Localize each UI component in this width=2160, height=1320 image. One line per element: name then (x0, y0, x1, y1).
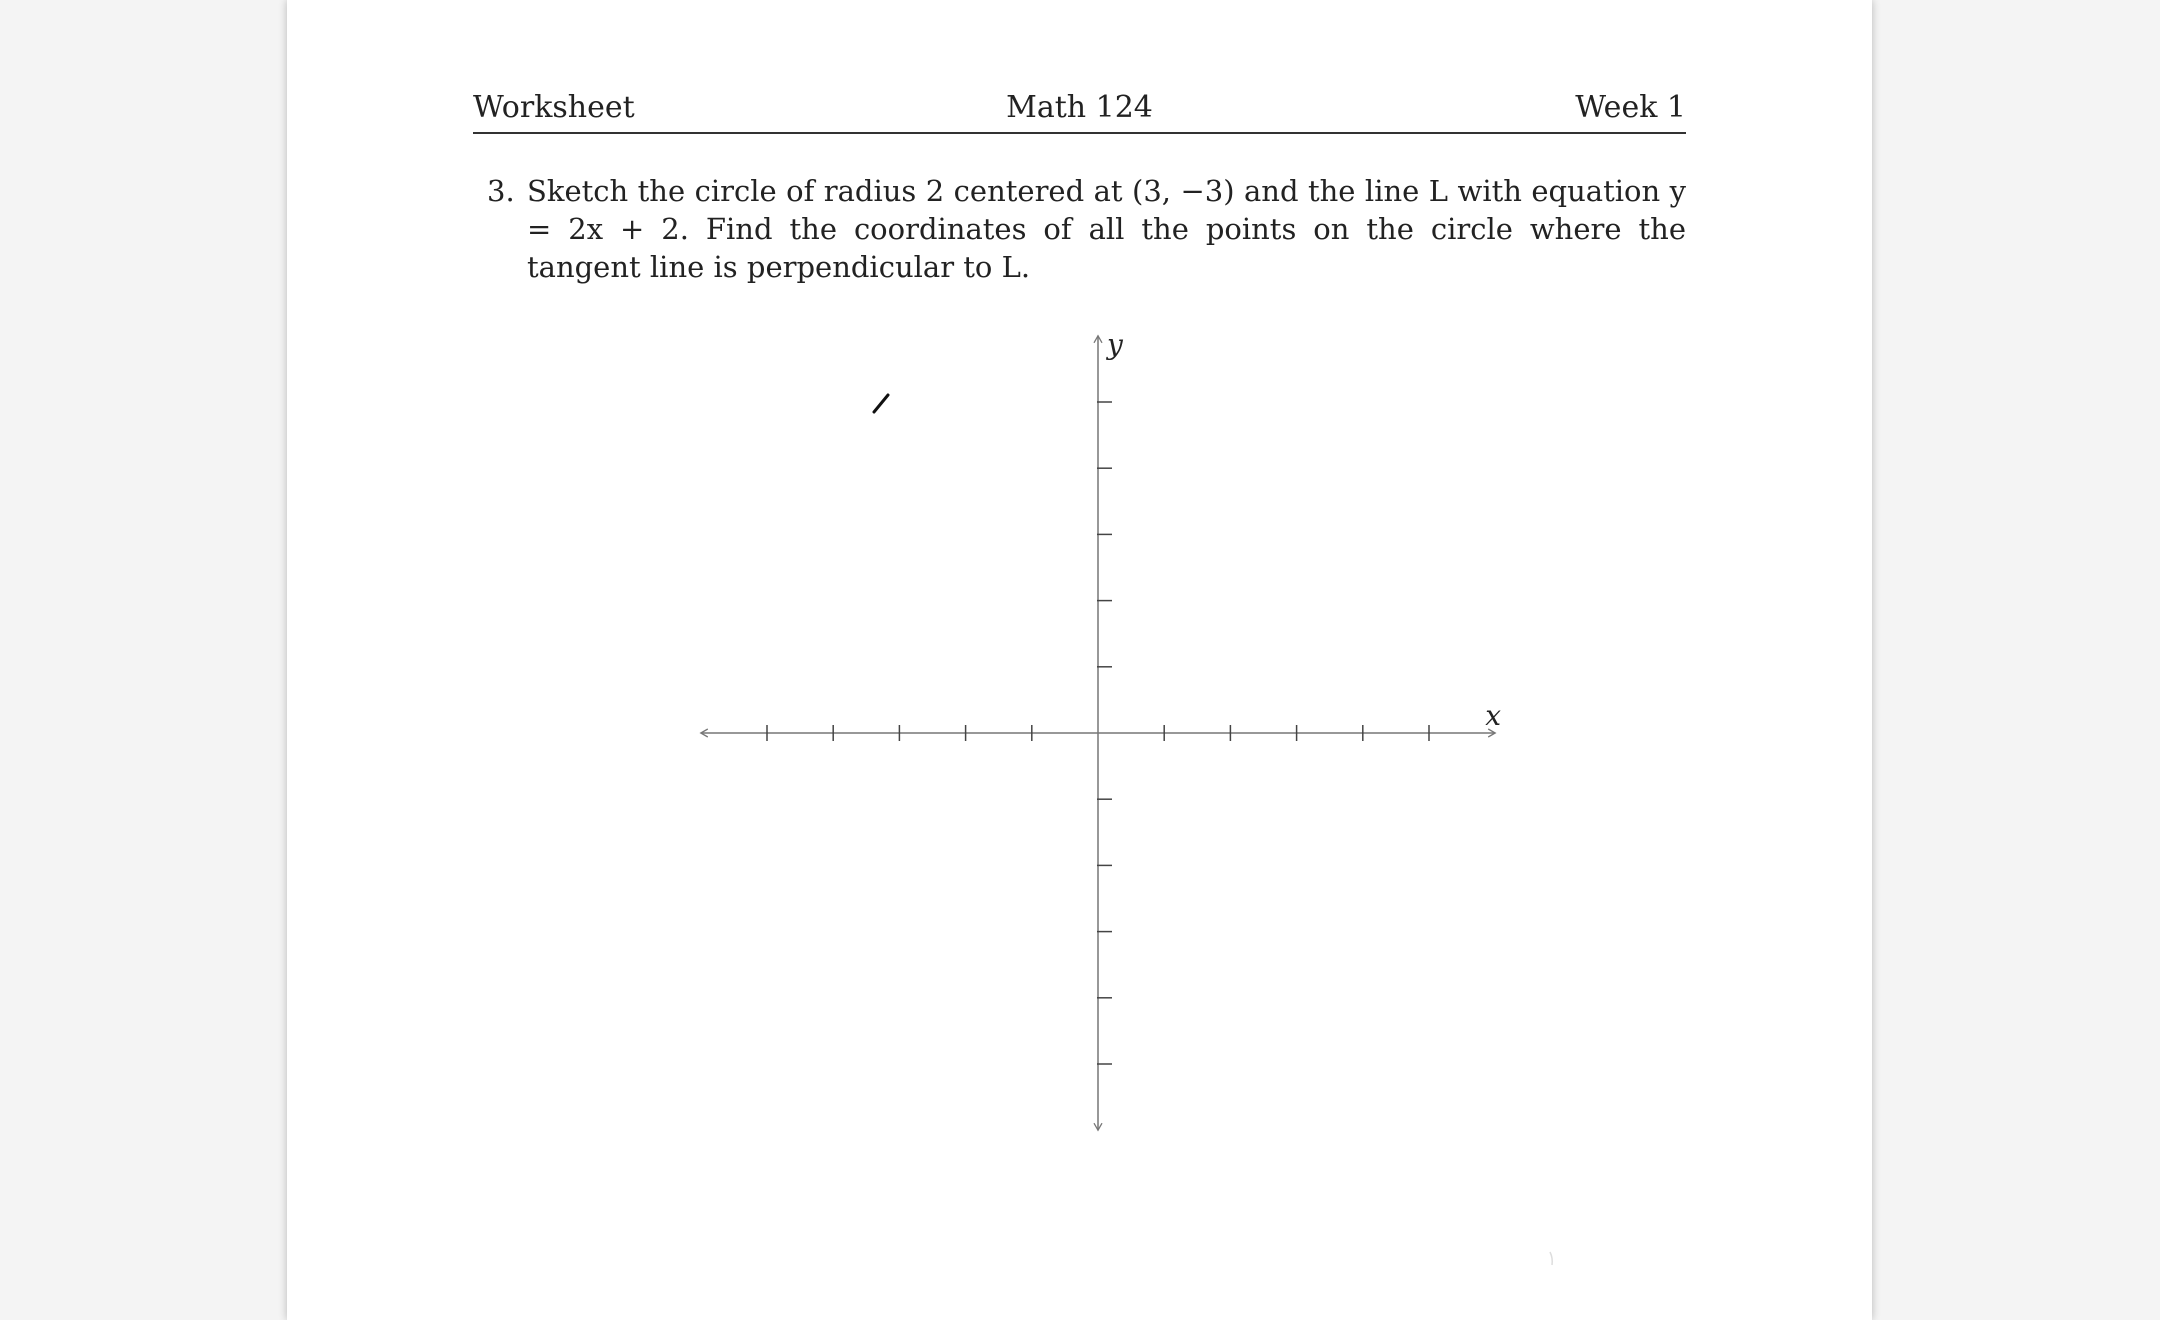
header-left-label: Worksheet (473, 90, 635, 125)
faint-mark (1550, 1252, 1552, 1265)
header-course-label: Math 124 (1006, 90, 1153, 125)
problem-text: Sketch the circle of radius 2 centered at (3, −3) and the line L with equation y = 2x + 2. Find the coordinates of all the points on the circle where the tangent line is perpendicular to L. (527, 174, 1686, 284)
x-axis-label: x (1485, 699, 1501, 732)
problem-number: 3. (487, 174, 515, 208)
axis-group (701, 336, 1495, 1130)
pen-stroke-mark (874, 395, 888, 412)
header-week-label: Week 1 (1575, 90, 1686, 125)
y-axis-label: y (1107, 327, 1123, 361)
